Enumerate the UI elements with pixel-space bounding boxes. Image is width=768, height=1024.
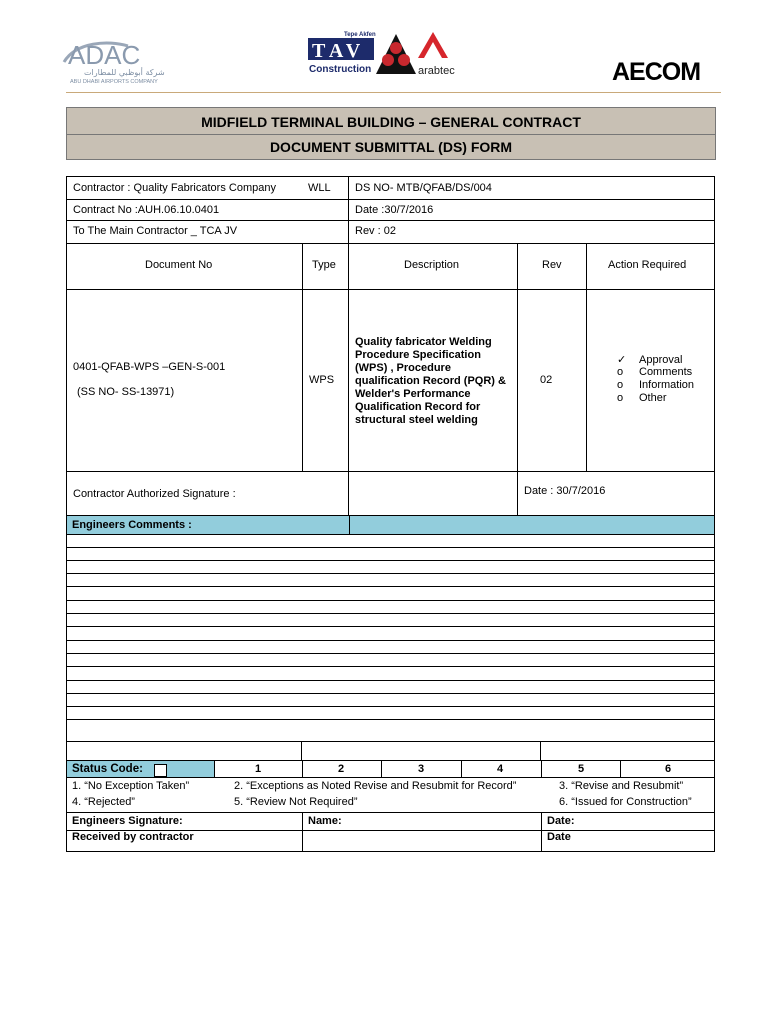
status-code-row [66,760,715,778]
tav-ccc-arabtec-logo [306,30,466,78]
svg-text:Tepe Akfen: Tepe Akfen [344,32,376,38]
signature-date: Date : 30/7/2016 [524,485,606,497]
legend-5: 5. “Review Not Required” [234,796,358,808]
legend-4: 4. “Rejected” [72,796,135,808]
document-description: Quality fabricator Welding Procedure Specification (WPS) , Procedure qualification Record (PQR) & Welder's Performance Qualification Record for structural steel welding [355,336,506,426]
action-comments: o Comments [617,366,693,378]
action-other: o Other [617,392,667,404]
date-label: Date: [547,815,575,827]
status-code-6[interactable]: 6 [665,763,672,775]
revision: Rev : 02 [355,225,396,237]
col-action-required: Action Required [608,259,687,271]
svg-text:arabtec: arabtec [418,65,455,77]
legend-1: 1. “No Exception Taken” [72,780,190,792]
svg-text:AECOM: AECOM [612,58,701,84]
engineers-comments-label: Engineers Comments : [72,519,192,531]
aecom-logo [612,56,716,84]
name-label: Name: [308,815,342,827]
engineers-comments-header [66,515,715,535]
status-code-checkbox[interactable] [154,764,167,777]
status-code-4[interactable]: 4 [497,763,504,775]
contract-number: Contract No :AUH.06.10.0401 [73,204,220,216]
submittal-date: Date :30/7/2016 [355,204,434,216]
form-title-block [66,107,716,160]
status-code-3[interactable]: 3 [418,763,425,775]
col-type: Type [312,259,336,271]
received-by-label: Received by contractor [72,831,194,843]
bullet-circle-icon: o [617,379,624,391]
document-rev: 02 [540,374,553,386]
ss-number: (SS NO- SS-13971) [77,386,175,398]
bullet-circle-icon: o [617,392,624,404]
bullet-circle-icon: o [617,366,624,378]
date-label-2: Date [547,831,571,843]
form-subtitle: DOCUMENT SUBMITTAL (DS) FORM [269,139,513,155]
engineers-comments-area[interactable] [66,535,715,761]
legend-3: 3. “Revise and Resubmit” [559,780,684,792]
col-description: Description [404,259,460,271]
svg-text:Construction: Construction [309,64,372,75]
svg-text:شركة أبوظبي للمطارات: شركة أبوظبي للمطارات [84,68,165,77]
col-document-no: Document No [145,259,213,271]
adac-logo [58,36,180,86]
check-icon: ✓ [617,354,627,366]
engineers-signature-label: Engineers Signature: [72,815,183,827]
form-title: MIDFIELD TERMINAL BUILDING – GENERAL CONTRACT [201,114,581,130]
status-code-5[interactable]: 5 [578,763,585,775]
status-code-label: Status Code: [72,763,143,775]
signature-table [66,812,715,852]
contractor-wll: WLL [308,182,331,194]
action-approval: ✓ Approval [617,354,683,366]
status-code-2[interactable]: 2 [338,763,345,775]
adac-text: ADAC [68,40,141,70]
ds-number: DS NO- MTB/QFAB/DS/004 [355,182,492,194]
legend-6: 6. “Issued for Construction” [559,796,692,808]
addressee: To The Main Contractor _ TCA JV [73,225,238,237]
svg-text:ABU DHABI AIRPORTS COMPANY: ABU DHABI AIRPORTS COMPANY [70,79,158,85]
contractor-name: Contractor : Quality Fabricators Company [73,182,276,194]
document-number: 0401-QFAB-WPS –GEN-S-001 [73,361,226,373]
contractor-signature-label: Contractor Authorized Signature : [73,488,236,500]
legend-2: 2. “Exceptions as Noted Revise and Resubmit for Record” [234,780,517,792]
col-rev: Rev [542,259,562,271]
document-type: WPS [309,374,335,386]
svg-text:TAV: TAV [312,40,366,62]
status-legend [66,778,715,812]
submittal-table [66,176,715,516]
status-code-1[interactable]: 1 [255,763,262,775]
action-information: o Information [617,379,695,391]
header-divider [66,92,721,93]
